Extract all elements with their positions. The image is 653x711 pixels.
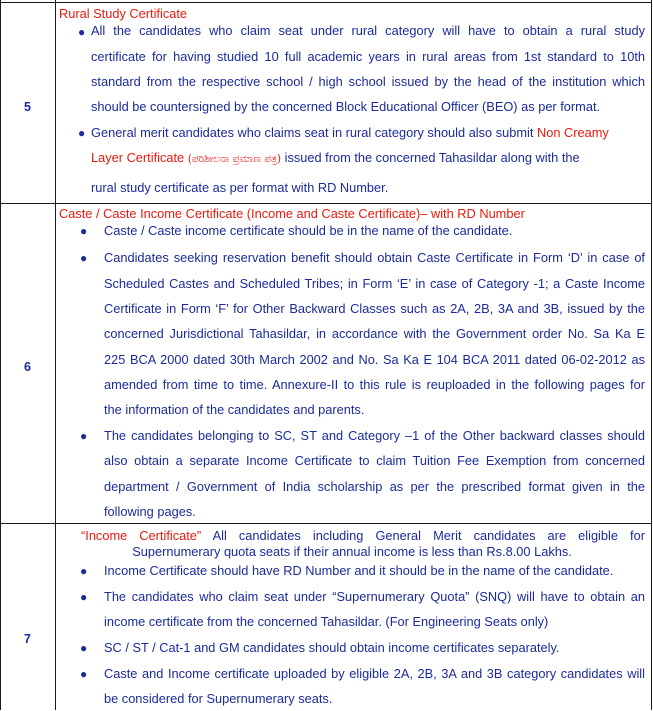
bullet-icon: ● xyxy=(80,429,88,443)
bullet-icon: ● xyxy=(80,667,88,681)
bullet-icon: ● xyxy=(80,641,88,655)
table-row-6: 6 Caste / Caste Income Certificate (Income and Caste Certificate)– with RD Number ● Caste / Caste income certificate should be in the name of the candidate. ● Candidates seeking reservation benefit should obtain Caste Certificate in Form ‘D’ in case of Scheduled Castes and Scheduled Tribes; in Form ‘E’ in case of Category -1; a Caste Income Certificate in Form ‘F’ for Other Backward Classes such as 2A, 2B, 3A and 3B, issued by the concerned Jurisdictional Tahasildar, in accordance with the Government order No. Sa Ka E 225 BCA 2000 dated 30th March 2002 and No. Sa Ka E 104 BCA 2011 dated 06-02-2012 as amended from time to time. Annexure-II to this rule is reuploaded in the following pages for the information of the candidates and parents. ● The candidates belonging to SC, ST and Category –1 of the Other backward classes should also obtain a separate Income Certificate to claim Tuition Fee Exemption from concerned department / Government of India scholarship as per the prescribed format given in the following pages. xyxy=(0,203,652,523)
bullet-icon: ● xyxy=(80,590,88,604)
bullet-icon: ● xyxy=(78,126,86,140)
table-row-7: 7 “Income Certificate” All candidates including General Merit candidates are eligible for Supernumerary quota seats if their annual income is less than Rs.8.00 Lakhs. ● Income Certificate should have RD Number and it should be in the name of the candidate. ● The candidates who claim seat under “Supernumerary Quota” (SNQ) will have to obtain an income certificate from the concerned Tahasildar. (For Engineering Seats only) ● SC / ST / Cat-1 and GM candidates should obtain income certificates separately. ● Caste and Income certificate uploaded by eligible 2A, 2B, 3A and 3B category candidates will be considered for Supernumerary seats. xyxy=(0,523,652,711)
row-number: 5 xyxy=(24,100,31,114)
row-number: 7 xyxy=(24,632,31,646)
section-heading: Rural Study Certificate xyxy=(59,6,188,21)
table-row-5: 5 Rural Study Certificate ● All the candidates who claim seat under rural category will have to obtain a rural study certificate for having studied 10 full academic years in rural areas from 1st standard to 10th standard from the respective school / high school issued by the head of the institution which should be countersigned by the concerned Block Educational Officer (BEO) as per format. ● General merit candidates who claims seat in rural category should also submit Non Creamy Layer Certificate (ಪರಿಶೀಲನಾ ಪ್ರಮಾಣ ಪತ್ರ) issued from the concerned Tahasildar along with the rural study certificate as per format with RD Number. xyxy=(0,2,652,204)
bullet-icon: ● xyxy=(80,224,88,238)
list-item: Caste / Caste income certificate should be in the name of the candidate. xyxy=(104,223,513,238)
row-number: 6 xyxy=(24,360,31,374)
list-item: Income Certificate should have RD Number and it should be in the name of the candidate. xyxy=(104,563,614,578)
section-heading: Caste / Caste Income Certificate (Income and Caste Certificate)– with RD Number xyxy=(59,206,525,221)
bullet-icon: ● xyxy=(78,25,86,39)
bullet-icon: ● xyxy=(80,564,88,578)
bullet-icon: ● xyxy=(80,251,88,265)
list-item: SC / ST / Cat-1 and GM candidates should obtain income certificates separately. xyxy=(104,640,560,655)
